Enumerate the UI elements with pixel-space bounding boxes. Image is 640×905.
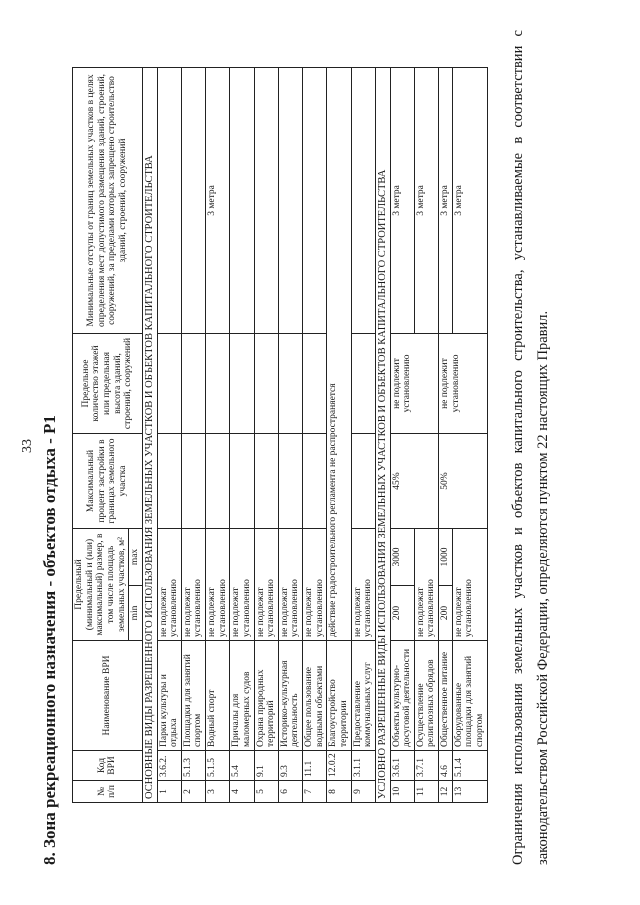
table-row	[327, 67, 351, 802]
row-floors	[254, 333, 278, 433]
row-name: Причалы для маломерных судов	[230, 641, 254, 751]
row-name: Общественное питание	[439, 641, 453, 751]
row-floors	[206, 333, 230, 433]
row-max: 3000	[390, 528, 414, 585]
row-setback	[303, 67, 327, 333]
row-floors	[230, 333, 254, 433]
row-num: 1	[157, 781, 181, 803]
table-row	[254, 67, 278, 802]
row-name: Историко-культурная деятельность	[278, 641, 302, 751]
table-row	[303, 67, 327, 802]
row-area: не подлежат установлению	[452, 528, 487, 640]
row-code: 9.3	[278, 751, 302, 781]
row-area: не подлежат установлению	[278, 528, 302, 640]
row-area: не подлежат установлению	[254, 528, 278, 640]
row-code: 3.1.1	[351, 751, 375, 781]
row-area: не подлежат установлению	[206, 528, 230, 640]
row-name: Парки культуры и отдыха	[157, 641, 181, 751]
row-name: Благоустройство территории	[327, 641, 351, 751]
row-floors: не подлежит установлению	[439, 333, 488, 433]
row-code: 9.1	[254, 751, 278, 781]
header-code: Код ВРИ	[73, 751, 143, 781]
row-floors	[303, 333, 327, 433]
row-regulation-note: действие градостроительного регламента не распространяется	[327, 67, 351, 640]
row-num: 10	[390, 781, 414, 803]
footer-note: Ограничения использования земельных участков и объектов капитального строительства, устанавливаемые в соответствии с законодательством Российской Федерации, определяются пунктом 22 настоящих Правил.	[510, 30, 552, 865]
row-setback: 3 метра	[439, 67, 453, 333]
row-floors	[181, 333, 205, 433]
row-code: 12.0.2	[327, 751, 351, 781]
row-setback: 3 метра	[390, 67, 414, 333]
row-area: не подлежат установлению	[230, 528, 254, 640]
row-area: не подлежат установлению	[157, 528, 181, 640]
row-code: 5.1.5	[206, 751, 230, 781]
row-code: 3.6.1	[390, 751, 414, 781]
row-percent	[181, 433, 205, 528]
table-row	[439, 67, 453, 802]
regulations-table	[72, 67, 488, 803]
row-percent: 50%	[439, 433, 488, 528]
row-name: Общее пользование водными объектами	[303, 641, 327, 751]
row-name: Объекты культурно-досуговой деятельности	[390, 641, 414, 751]
row-percent	[157, 433, 181, 528]
row-num: 4	[230, 781, 254, 803]
row-num: 9	[351, 781, 375, 803]
table-header	[73, 67, 143, 802]
header-max: max	[129, 528, 143, 585]
row-percent	[230, 433, 254, 528]
row-floors: не подлежит установлению	[390, 333, 439, 433]
page-title: 8. Зона рекреационного назначения - объектов отдыха - Р1	[40, 415, 59, 865]
table-row	[278, 67, 302, 802]
row-floors	[157, 333, 181, 433]
row-num: 8	[327, 781, 351, 803]
row-percent	[278, 433, 302, 528]
row-area: не подлежат установлению	[351, 528, 375, 640]
row-setback: 3 метра	[452, 67, 487, 333]
row-percent	[254, 433, 278, 528]
table-row	[206, 67, 230, 802]
header-floors: Предельное количество этажей или предельная высота зданий, строений, сооружений	[73, 333, 143, 433]
header-min: min	[129, 586, 143, 641]
row-name: Водный спорт	[206, 641, 230, 751]
row-setback	[230, 67, 254, 333]
row-name: Осуществление религиозных обрядов	[414, 641, 438, 751]
header-name: Наименование ВРИ	[73, 641, 143, 751]
row-code: 5.1.3	[181, 751, 205, 781]
row-code: 5.4	[230, 751, 254, 781]
row-floors	[278, 333, 302, 433]
row-setback	[351, 67, 375, 333]
row-min: 200	[439, 586, 453, 641]
row-setback	[181, 67, 205, 333]
row-area: не подлежат установлению	[414, 528, 438, 640]
row-name: Площадки для занятий спортом	[181, 641, 205, 751]
table-row	[230, 67, 254, 802]
row-area: не подлежат установлению	[181, 528, 205, 640]
row-min: 200	[390, 586, 414, 641]
table-row	[351, 67, 375, 802]
row-num: 12	[439, 781, 453, 803]
row-name: Охрана природных территорий	[254, 641, 278, 751]
row-setback	[157, 67, 181, 333]
section-title-conditional: УСЛОВНО РАЗРЕШЕННЫЕ ВИДЫ ИСПОЛЬЗОВАНИЯ ЗЕМЕЛЬНЫХ УЧАСТКОВ И ОБЪЕКТОВ КАПИТАЛЬНОГО СТРОИТЕЛЬСТВА	[375, 67, 390, 802]
row-code: 5.1.4	[452, 751, 487, 781]
row-percent	[303, 433, 327, 528]
header-area: Предельный (минимальный и (или) максимальный) размер, в том числе площадь земельных участков, м²	[73, 528, 129, 640]
row-setback: 3 метра	[414, 67, 438, 333]
row-setback: 3 метра	[206, 67, 230, 333]
row-code: 4.6	[439, 751, 453, 781]
table-row	[181, 67, 205, 802]
table-row	[390, 67, 414, 802]
row-num: 7	[303, 781, 327, 803]
header-percent: Максимальный процент застройки в границах земельного участка	[73, 433, 143, 528]
row-percent: 45%	[390, 433, 439, 528]
row-setback	[278, 67, 302, 333]
section-title-main: ОСНОВНЫЕ ВИДЫ РАЗРЕШЕННОГО ИСПОЛЬЗОВАНИЯ ЗЕМЕЛЬНЫХ УЧАСТКОВ И ОБЪЕКТОВ КАПИТАЛЬНОГО СТРОИТЕЛЬСТВА	[142, 67, 157, 802]
row-percent	[351, 433, 375, 528]
row-setback	[254, 67, 278, 333]
header-num: № п/п	[73, 781, 143, 803]
row-num: 3	[206, 781, 230, 803]
row-num: 2	[181, 781, 205, 803]
row-percent	[206, 433, 230, 528]
row-num: 13	[452, 781, 487, 803]
row-code: 3.7.1	[414, 751, 438, 781]
row-name: Предоставление коммунальных услуг	[351, 641, 375, 751]
row-num: 11	[414, 781, 438, 803]
row-max: 1000	[439, 528, 453, 585]
row-num: 5	[254, 781, 278, 803]
table-row	[157, 67, 181, 802]
row-code: 11.1	[303, 751, 327, 781]
row-area: не подлежат установлению	[303, 528, 327, 640]
row-floors	[351, 333, 375, 433]
row-num: 6	[278, 781, 302, 803]
row-name: Оборудованные площадки для занятий спортом	[452, 641, 487, 751]
header-setback: Минимальные отступы от границ земельных участков в целях определения мест допустимого размещения зданий, строений, сооружений, за пределами которых запрещено строительство зданий, строений, сооружений	[73, 67, 143, 333]
row-code: 3.6.2.	[157, 751, 181, 781]
page-number: 33	[20, 439, 35, 453]
